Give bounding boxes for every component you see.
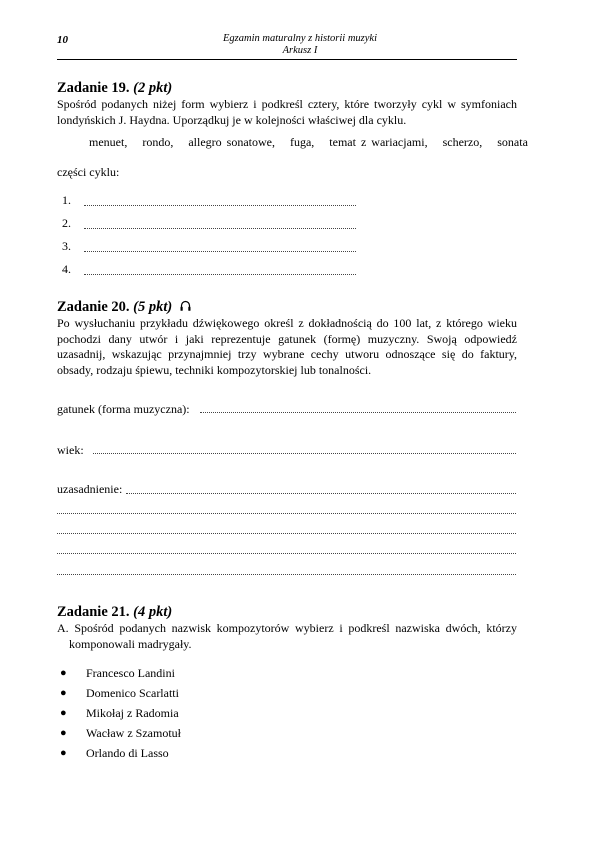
task-21-label: Zadanie 21. <box>57 604 130 620</box>
task-19-title <box>57 80 172 97</box>
form-option: rondo, <box>142 135 174 149</box>
task-20-instruction-line: pochodzi dany utwór i jaki reprezentuje gatunek (formę) muzyczny. Swoją odpowiedź <box>57 331 517 346</box>
bullet: ● <box>60 747 67 759</box>
composer-option: Mikołaj z Radomia <box>86 706 179 720</box>
bullet: ● <box>60 707 67 719</box>
justification-answer-line[interactable] <box>126 493 516 494</box>
form-option: scherzo, <box>442 135 483 149</box>
bullet: ● <box>60 727 67 739</box>
exam-title: Egzamin maturalny z historii muzyki <box>223 33 377 44</box>
task-20-label: Zadanie 20. <box>57 299 130 315</box>
task-19-instruction-line-2: londyńskich J. Haydna. Uporządkuj je w kolejności właściwej dla cyklu. <box>57 112 407 127</box>
task-19-instruction <box>57 97 517 128</box>
exam-sheet: Arkusz I <box>282 45 318 56</box>
composer-option: Francesco Landini <box>86 666 175 680</box>
form-option: menuet, <box>89 135 128 149</box>
genre-answer-line[interactable] <box>200 412 516 413</box>
bullet: ● <box>60 667 67 679</box>
header-divider <box>57 59 517 60</box>
task-20-title <box>57 299 191 317</box>
composer-option: Orlando di Lasso <box>86 746 169 760</box>
task-19-instruction-line-1: Spośród podanych niżej form wybierz i podkreśl cztery, które tworzyły cykl w symfoniach <box>57 97 517 111</box>
composer-option: Domenico Scarlatti <box>86 686 179 700</box>
justification-answer-line[interactable] <box>57 553 516 554</box>
task-20-instruction <box>57 316 517 378</box>
task-21-instruction-line-1: A. Spośród podanych nazwisk kompozytorów wybierz i podkreśl nazwiska dwóch, którzy <box>57 621 517 635</box>
parts-label: części cyklu: <box>57 165 120 179</box>
century-label: wiek: <box>57 443 84 457</box>
answer-number: 2. <box>62 216 71 230</box>
page-number: 10 <box>57 34 68 46</box>
answer-line-2[interactable] <box>84 228 356 229</box>
headphones-icon <box>180 300 191 317</box>
justification-answer-line[interactable] <box>57 513 516 514</box>
task-21-points: (4 pkt) <box>133 604 173 620</box>
answer-number: 4. <box>62 262 71 276</box>
century-answer-line[interactable] <box>93 453 516 454</box>
form-option: temat z wariacjami, <box>329 135 428 149</box>
task-20-instruction-line: uzasadnij, wskazując przynajmniej trzy wybrane cechy utworu odnoszące się do faktury, <box>57 347 517 361</box>
answer-number: 1. <box>62 193 71 207</box>
task-21-title <box>57 604 172 621</box>
genre-label: gatunek (forma muzyczna): <box>57 402 190 416</box>
task-19-points: (2 pkt) <box>133 80 173 96</box>
task-20-instruction-line: Po wysłuchaniu przykładu dźwiękowego określ z dokładnością do 100 lat, z którego wieku <box>57 316 517 330</box>
justification-answer-line[interactable] <box>57 574 516 575</box>
task-21-instruction-line-2: komponowali madrygały. <box>69 636 192 651</box>
composer-option: Wacław z Szamotuł <box>86 726 181 740</box>
justification-answer-line[interactable] <box>57 533 516 534</box>
bullet: ● <box>60 687 67 699</box>
task-20-instruction-line: obsady, rodzaju śpiewu, techniki kompozytorskiej lub tonalności. <box>57 362 372 377</box>
form-option: fuga, <box>289 135 315 149</box>
form-option: allegro sonatowe, <box>188 135 275 149</box>
justification-label: uzasadnienie: <box>57 482 123 496</box>
answer-number: 3. <box>62 239 71 253</box>
answer-line-3[interactable] <box>84 251 356 252</box>
form-option: sonata <box>497 135 528 149</box>
task-20-points: (5 pkt) <box>133 299 173 315</box>
form-options <box>89 135 538 150</box>
answer-line-1[interactable] <box>84 205 356 206</box>
answer-line-4[interactable] <box>84 274 356 275</box>
task-19-label: Zadanie 19. <box>57 80 130 96</box>
task-21-instruction <box>57 621 517 652</box>
